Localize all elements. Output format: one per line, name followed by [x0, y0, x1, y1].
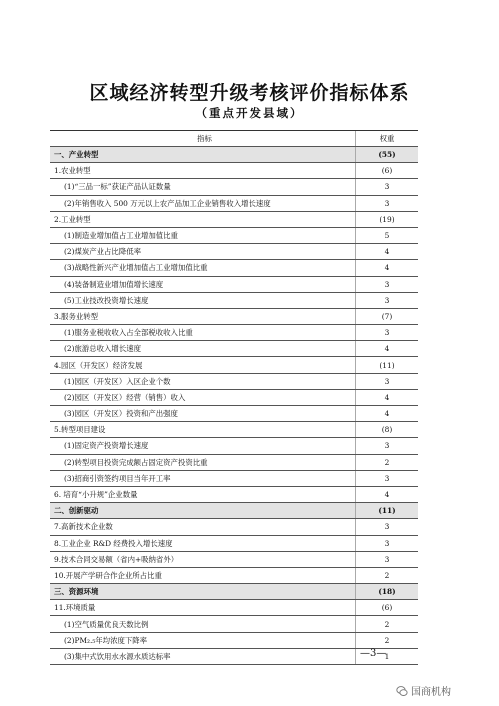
- table-row: [50, 486, 418, 502]
- table-row: [50, 454, 418, 470]
- indicator-name: 3.服务业转型: [50, 308, 356, 324]
- table-body: [50, 147, 418, 665]
- indicator-name: (1)制造业增加值占工业增加值比重: [50, 227, 356, 243]
- table-row: [50, 211, 418, 227]
- page-subtitle: （重点开发县域）: [195, 106, 304, 120]
- table-row: [50, 503, 418, 519]
- indicator-weight: (6): [356, 163, 419, 179]
- indicator-name: 6. 培育“小升规”企业数量: [50, 486, 356, 502]
- table-row: [50, 438, 418, 454]
- indicator-weight: 5: [356, 227, 419, 243]
- indicator-name: (2)煤炭产业占比降低率: [50, 244, 356, 260]
- table-row: [50, 195, 418, 211]
- table-row: [50, 292, 418, 308]
- indicator-weight: 3: [356, 276, 419, 292]
- indicator-name: 10.开展产学研合作企业所占比重: [50, 567, 356, 583]
- indicator-table: [50, 130, 418, 665]
- indicator-name: (3)战略性新兴产业增加值占工业增加值比重: [50, 260, 356, 276]
- indicator-name: (1)“三品一标”获证产品认证数量: [50, 179, 356, 195]
- indicator-weight: 3: [356, 373, 419, 389]
- indicator-name: 三、资源环境: [50, 584, 356, 600]
- table-row: [50, 227, 418, 243]
- wechat-icon: [396, 685, 408, 697]
- indicator-weight: 4: [356, 389, 419, 405]
- indicator-weight: 3: [356, 551, 419, 567]
- table-row: [50, 422, 418, 438]
- table-row: [50, 373, 418, 389]
- indicator-weight: 3: [356, 325, 419, 341]
- indicator-name: (2)园区（开发区）经营（销售）收入: [50, 389, 356, 405]
- indicator-weight: (19): [356, 211, 419, 227]
- table-row: [50, 308, 418, 324]
- table-row: [50, 276, 418, 292]
- table-row: [50, 519, 418, 535]
- indicator-name: 5.转型项目建设: [50, 422, 356, 438]
- indicator-weight: (8): [356, 422, 419, 438]
- indicator-weight: 3: [356, 470, 419, 486]
- indicator-name: (3)园区（开发区）投资和产出强度: [50, 406, 356, 422]
- table-row: [50, 600, 418, 616]
- indicator-weight: 3: [356, 535, 419, 551]
- table-row: [50, 567, 418, 583]
- watermark: [396, 683, 451, 698]
- table-row: [50, 341, 418, 357]
- table-row: [50, 616, 418, 632]
- table-row: [50, 357, 418, 373]
- indicator-weight: (11): [356, 357, 419, 373]
- indicator-name: (4)装备制造业增加值增长速度: [50, 276, 356, 292]
- indicator-weight: (18): [356, 584, 419, 600]
- indicator-name: 一、产业转型: [50, 147, 356, 163]
- indicator-name: (2)转型项目投资完成额占固定资产投资比重: [50, 454, 356, 470]
- table-row: [50, 632, 418, 648]
- table-row: [50, 584, 418, 600]
- indicator-name: 7.高新技术企业数: [50, 519, 356, 535]
- watermark-text: 国商机构: [411, 687, 451, 698]
- indicator-weight: 3: [356, 195, 419, 211]
- indicator-name: (1)固定资产投资增长速度: [50, 438, 356, 454]
- table-header-row: [50, 131, 418, 147]
- table-row: [50, 147, 418, 163]
- indicator-weight: 3: [356, 438, 419, 454]
- indicator-weight: 3: [356, 292, 419, 308]
- indicator-name: 9.技术合同交易额（省内+吸纳省外）: [50, 551, 356, 567]
- page-number: —3—: [360, 648, 387, 659]
- indicator-weight: (6): [356, 600, 419, 616]
- indicator-weight: 3: [356, 179, 419, 195]
- table-row: [50, 179, 418, 195]
- indicator-name: (2)旅游总收入增长速度: [50, 341, 356, 357]
- indicator-weight: 2: [356, 632, 419, 648]
- page-title: 区域经济转型升级考核评价指标体系: [89, 82, 410, 104]
- indicator-weight: 4: [356, 486, 419, 502]
- indicator-name: 11.环境质量: [50, 600, 356, 616]
- indicator-name: 4.园区（开发区）经济发展: [50, 357, 356, 373]
- indicator-name: (2)PM₂.₅年均浓度下降率: [50, 632, 356, 648]
- indicator-name: 8.工业企业 R&D 经费投入增长速度: [50, 535, 356, 551]
- table-row: [50, 535, 418, 551]
- table-row: [50, 244, 418, 260]
- table-row: [50, 325, 418, 341]
- indicator-weight: 4: [356, 341, 419, 357]
- indicator-name: (5)工业技改投资增长速度: [50, 292, 356, 308]
- indicator-weight: 2: [356, 567, 419, 583]
- indicator-name: 2.工业转型: [50, 211, 356, 227]
- table-row: [50, 551, 418, 567]
- table-row: [50, 163, 418, 179]
- indicator-weight: 3: [356, 519, 419, 535]
- indicator-weight: 2: [356, 454, 419, 470]
- indicator-name: 二、创新驱动: [50, 503, 356, 519]
- indicator-name: (3)集中式饮用水水源水质达标率: [50, 648, 356, 664]
- indicator-name: (1)园区（开发区）入区企业个数: [50, 373, 356, 389]
- indicator-weight: (7): [356, 308, 419, 324]
- indicator-name: 1.农业转型: [50, 163, 356, 179]
- table-row: [50, 389, 418, 405]
- indicator-name: (2)年销售收入 500 万元以上农产品加工企业销售收入增长速度: [50, 195, 356, 211]
- table-row: [50, 260, 418, 276]
- header-indicator: 指标: [50, 131, 356, 147]
- indicator-weight: (11): [356, 503, 419, 519]
- table-row: [50, 470, 418, 486]
- indicator-name: (1)服务业税收收入占全部税收收入比重: [50, 325, 356, 341]
- indicator-weight: 4: [356, 406, 419, 422]
- indicator-name: (3)招商引资签约项目当年开工率: [50, 470, 356, 486]
- indicator-weight: 2: [356, 616, 419, 632]
- indicator-weight: 4: [356, 244, 419, 260]
- indicator-weight: 4: [356, 260, 419, 276]
- header-weight: 权重: [356, 131, 419, 147]
- table-row: [50, 406, 418, 422]
- indicator-weight: (55): [356, 147, 419, 163]
- indicator-weight: 1: [356, 648, 419, 664]
- indicator-name: (1)空气质量优良天数比例: [50, 616, 356, 632]
